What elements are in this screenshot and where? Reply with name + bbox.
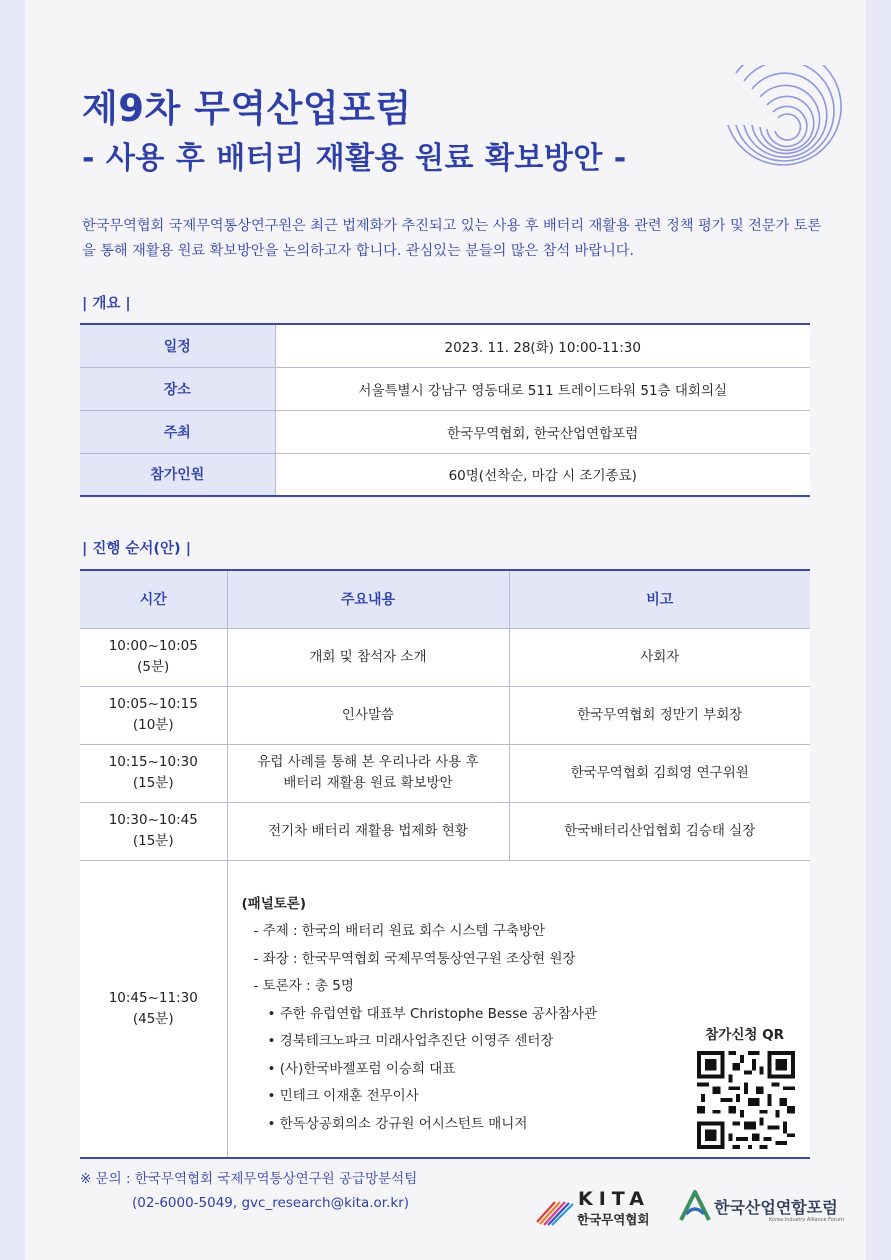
overview-label: 장소 (80, 367, 275, 410)
table-row (80, 410, 810, 453)
time-cell: 10:45~11:30 (45분) (80, 860, 227, 1158)
overview-value: 서울특별시 강남구 영동대로 511 트레이드타워 51층 대회의실 (275, 367, 810, 410)
table-row (80, 744, 810, 802)
overview-label: 일정 (80, 324, 275, 367)
overview-label: 참가인원 (80, 453, 275, 496)
table-row (80, 453, 810, 496)
panelist-item: • 한독상공회의소 강규원 어시스턴트 매니저 (267, 1115, 528, 1132)
swirl-decoration-icon (720, 65, 850, 185)
table-header-row (80, 570, 810, 628)
note-cell: 한국무역협회 정만기 부회장 (509, 686, 810, 744)
note-cell: 사회자 (509, 628, 810, 686)
time-cell: 10:15~10:30 (15분) (80, 744, 227, 802)
overview-value: 60명(선착순, 마감 시 조기종료) (275, 453, 810, 496)
program-heading: | 진행 순서(안) | (82, 541, 192, 557)
contact-line: ※ 문의 : 한국무역협회 국제무역통상연구원 공급망분석팀 (80, 1171, 418, 1187)
panel-topic: - 주제 : 한국의 배터리 원료 회수 시스템 구축방안 (253, 923, 546, 939)
column-header-note: 비고 (509, 570, 810, 628)
overview-label: 주최 (80, 410, 275, 453)
table-row (80, 628, 810, 686)
panelists-label: - 토론자 : 총 5명 (253, 978, 354, 994)
content-cell: 인사말씀 (227, 686, 509, 744)
table-row (80, 367, 810, 410)
panelist-item: • 민테크 이재훈 전무이사 (267, 1088, 419, 1104)
qr-label: 참가신청 QR (705, 1026, 784, 1043)
time-cell: 10:30~10:45 (15분) (80, 802, 227, 860)
contact-details: (02-6000-5049, gvc_research@kita.or.kr) (132, 1195, 410, 1211)
kita-logo-text: KITA (578, 1188, 650, 1210)
column-header-time: 시간 (80, 570, 227, 628)
panelist-item: • 주한 유럽연합 대표부 Christophe Besse 공사참사관 (267, 1005, 598, 1022)
kiaf-logo-korean: 한국산업연합포럼 (714, 1198, 838, 1217)
content-cell: 전기차 배터리 재활용 법제화 현황 (227, 802, 509, 860)
panel-discussion-cell (227, 860, 810, 1158)
overview-value: 2023. 11. 28(화) 10:00-11:30 (275, 324, 810, 367)
table-row (80, 324, 810, 367)
kiaf-logo-english: Korea Industry Alliance Forum (769, 1217, 845, 1223)
page-title: 제9차 무역산업포럼 (82, 87, 412, 130)
overview-heading: | 개요 | (82, 296, 131, 312)
time-cell: 10:00~10:05 (5분) (80, 628, 227, 686)
page (25, 0, 866, 1260)
intro-text: 한국무역협회 국제무역통상연구원은 최근 법제화가 추진되고 있는 사용 후 배터리 재활용 관련 정책 평가 및 전문가 토론을 통해 재활용 원료 확보방안을 논의하고자 합니다. 관심있는 분들의 많은 참석 바랍니다. (82, 218, 822, 259)
time-cell: 10:05~10:15 (10분) (80, 686, 227, 744)
note-cell: 한국무역협회 김희영 연구위원 (509, 744, 810, 802)
overview-value: 한국무역협회, 한국산업연합포럼 (275, 410, 810, 453)
content-cell: 개회 및 참석자 소개 (227, 628, 509, 686)
note-cell: 한국배터리산업협회 김승태 실장 (509, 802, 810, 860)
panel-chair: - 좌장 : 한국무역협회 국제무역통상연구원 조상현 원장 (253, 950, 576, 967)
overview-table (80, 323, 810, 497)
column-header-content: 주요내용 (227, 570, 509, 628)
contact-info (80, 1167, 417, 1215)
program-table (80, 569, 810, 1159)
table-row (80, 686, 810, 744)
panel-heading: (패널토론) (241, 895, 307, 912)
table-row (80, 802, 810, 860)
panelist-item: • (사)한국바젤포럼 이승희 대표 (267, 1060, 456, 1077)
kiaf-logo-icon (677, 1188, 713, 1224)
table-row-panel (80, 860, 810, 1158)
panelist-item: • 경북테크노파크 미래사업추진단 이영주 센터장 (267, 1033, 554, 1049)
page-subtitle: - 사용 후 배터리 재활용 원료 확보방안 - (82, 141, 627, 176)
kita-logo-korean: 한국무역협회 (577, 1212, 650, 1227)
qr-code-icon[interactable] (697, 1051, 795, 1149)
content-cell: 유럽 사례를 통해 본 우리나라 사용 후 배터리 재활용 원료 확보방안 (227, 744, 509, 802)
